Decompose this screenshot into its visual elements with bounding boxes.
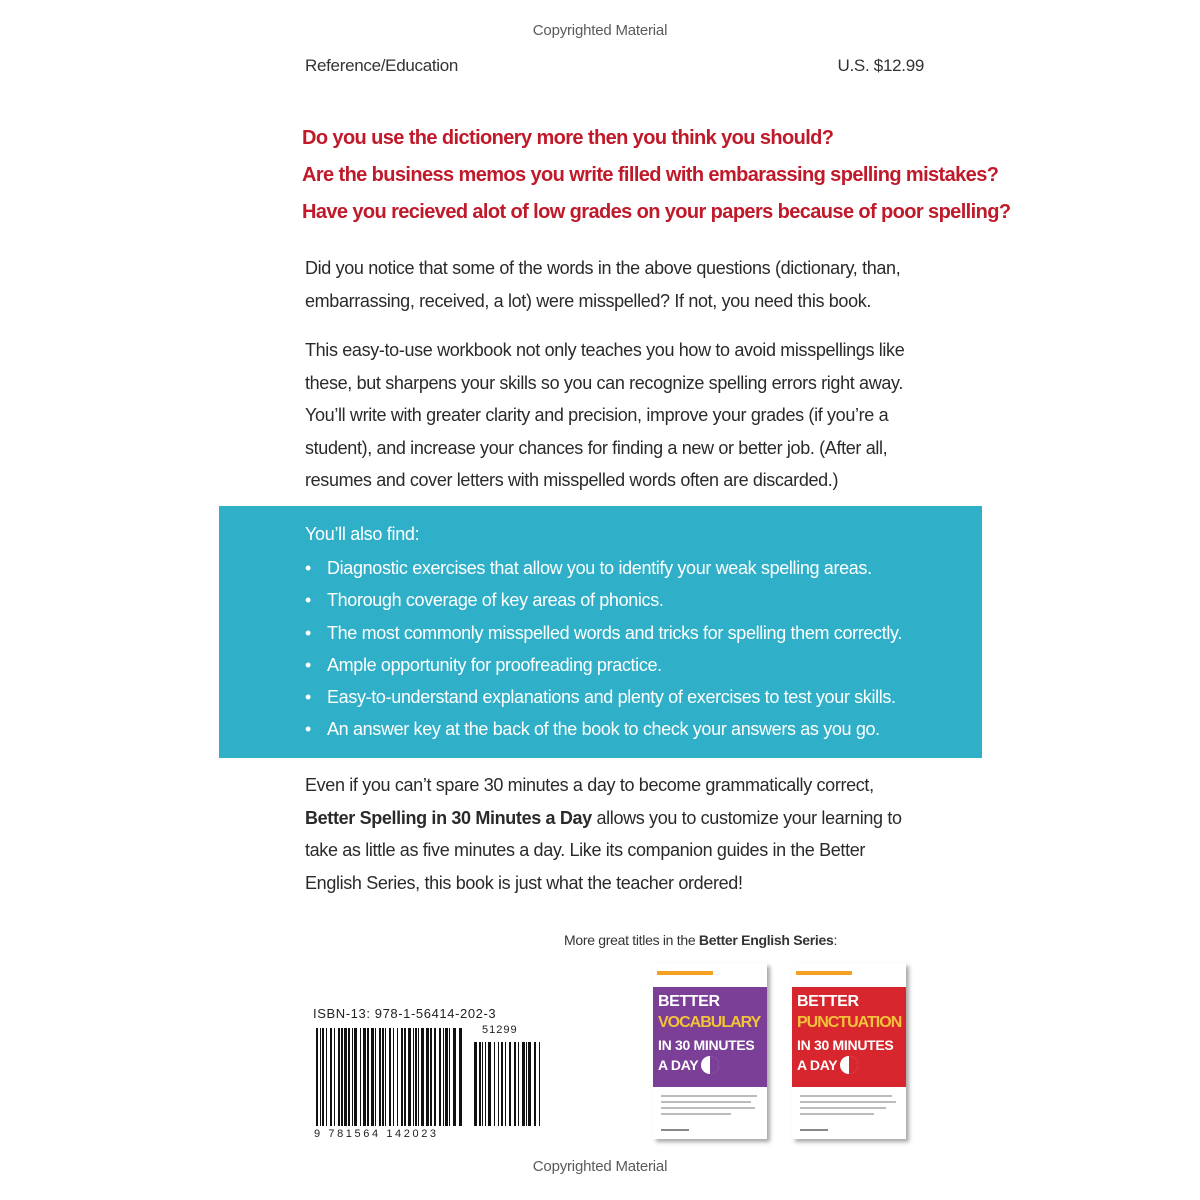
- category-label: Reference/Education: [305, 56, 459, 75]
- features-band: [219, 506, 982, 758]
- feature-item: • An answer key at the back of the book to check your answers as you go.: [305, 713, 902, 745]
- feature-item: • Thorough coverage of key areas of phonics.: [305, 584, 902, 616]
- description-paragraph: [305, 334, 925, 497]
- book-cover-vocabulary: [653, 963, 767, 1139]
- book-cover-panel: [653, 987, 767, 1087]
- question-3: Have you recieved alot of low grades on your papers because of poor spelling?: [302, 201, 1011, 223]
- more-titles-caption: [564, 932, 837, 948]
- more-titles-after: :: [833, 932, 838, 948]
- book-cover-punctuation: [792, 963, 906, 1139]
- book-cover-top: [792, 963, 906, 987]
- intro-paragraph-text: Did you notice that some of the words in the above questions (dictionary, than, embarrassing, received, a lot) were misspelled? If not, you need this book.: [305, 258, 901, 311]
- barcode: [312, 1024, 544, 1150]
- closing-text-after: allows you to customize your learning to take as little as five minutes a day. Like its companion guides in the Better English Series, this book is just what the teacher ordered!: [305, 807, 902, 893]
- feature-item: • Ample opportunity for proofreading practice.: [305, 649, 902, 681]
- closing-paragraph: [305, 769, 925, 899]
- book-title-line2: VOCABULARY: [658, 1014, 761, 1031]
- features-heading: You’ll also find:: [305, 524, 420, 544]
- barcode-digits: 9 781564 142023: [314, 1128, 439, 1140]
- book-title-line1: BETTER: [797, 993, 859, 1010]
- clock-icon: [840, 1056, 858, 1074]
- copyright-watermark-top: Copyrighted Material: [532, 22, 668, 39]
- price-label: U.S. $12.99: [837, 56, 924, 75]
- question-1: Do you use the dictionery more then you think you should?: [302, 127, 834, 149]
- feature-item: • Diagnostic exercises that allow you to identify your weak spelling areas.: [305, 552, 902, 584]
- closing-text-before: Even if you can’t spare 30 minutes a day to become grammatically correct,: [305, 775, 874, 795]
- book-cover-top: [653, 963, 767, 987]
- description-paragraph-text: This easy-to-use workbook not only teaches you how to avoid misspellings like these, but sharpens your skills so you can recognize spelling errors right away. You’ll write with greater clarity and precision, improve your grades (if you’re a student), and increase your chances for finding a new or better job. (After all, resumes and cover letters with misspelled words often are discarded.): [305, 340, 905, 490]
- book-subtitle-line2: A DAY: [658, 1057, 699, 1073]
- book-cover-lower: [653, 1087, 767, 1139]
- book-cover-lower: [792, 1087, 906, 1139]
- copyright-watermark-bottom: Copyrighted Material: [532, 1158, 668, 1175]
- book-subtitle-line1: IN 30 MINUTES: [797, 1037, 894, 1053]
- feature-item: • Easy-to-understand explanations and plenty of exercises to test your skills.: [305, 681, 902, 713]
- price-code: 51299: [482, 1024, 518, 1036]
- more-titles-before: More great titles in the: [564, 932, 699, 948]
- isbn-label: ISBN-13: 978-1-56414-202-3: [313, 1006, 497, 1021]
- question-2: Are the business memos you write filled with embarassing spelling mistakes?: [302, 164, 999, 186]
- book-title-line2: PUNCTUATION: [797, 1014, 902, 1031]
- book-subtitle-line1: IN 30 MINUTES: [658, 1037, 755, 1053]
- book-subtitle-line2: A DAY: [797, 1057, 838, 1073]
- closing-paragraph-text: [305, 769, 925, 899]
- intro-paragraph: [305, 252, 925, 317]
- book-cover-panel: [792, 987, 906, 1087]
- series-name: Better English Series: [698, 932, 834, 948]
- feature-item: • The most commonly misspelled words and tricks for spelling them correctly.: [305, 617, 902, 649]
- clock-icon: [701, 1056, 719, 1074]
- question-list: [302, 120, 1011, 231]
- book-title-line1: BETTER: [658, 993, 720, 1010]
- features-list: [305, 552, 902, 746]
- barcode-bars: [312, 1024, 544, 1128]
- book-title-emphasis: Better Spelling in 30 Minutes a Day: [305, 807, 592, 828]
